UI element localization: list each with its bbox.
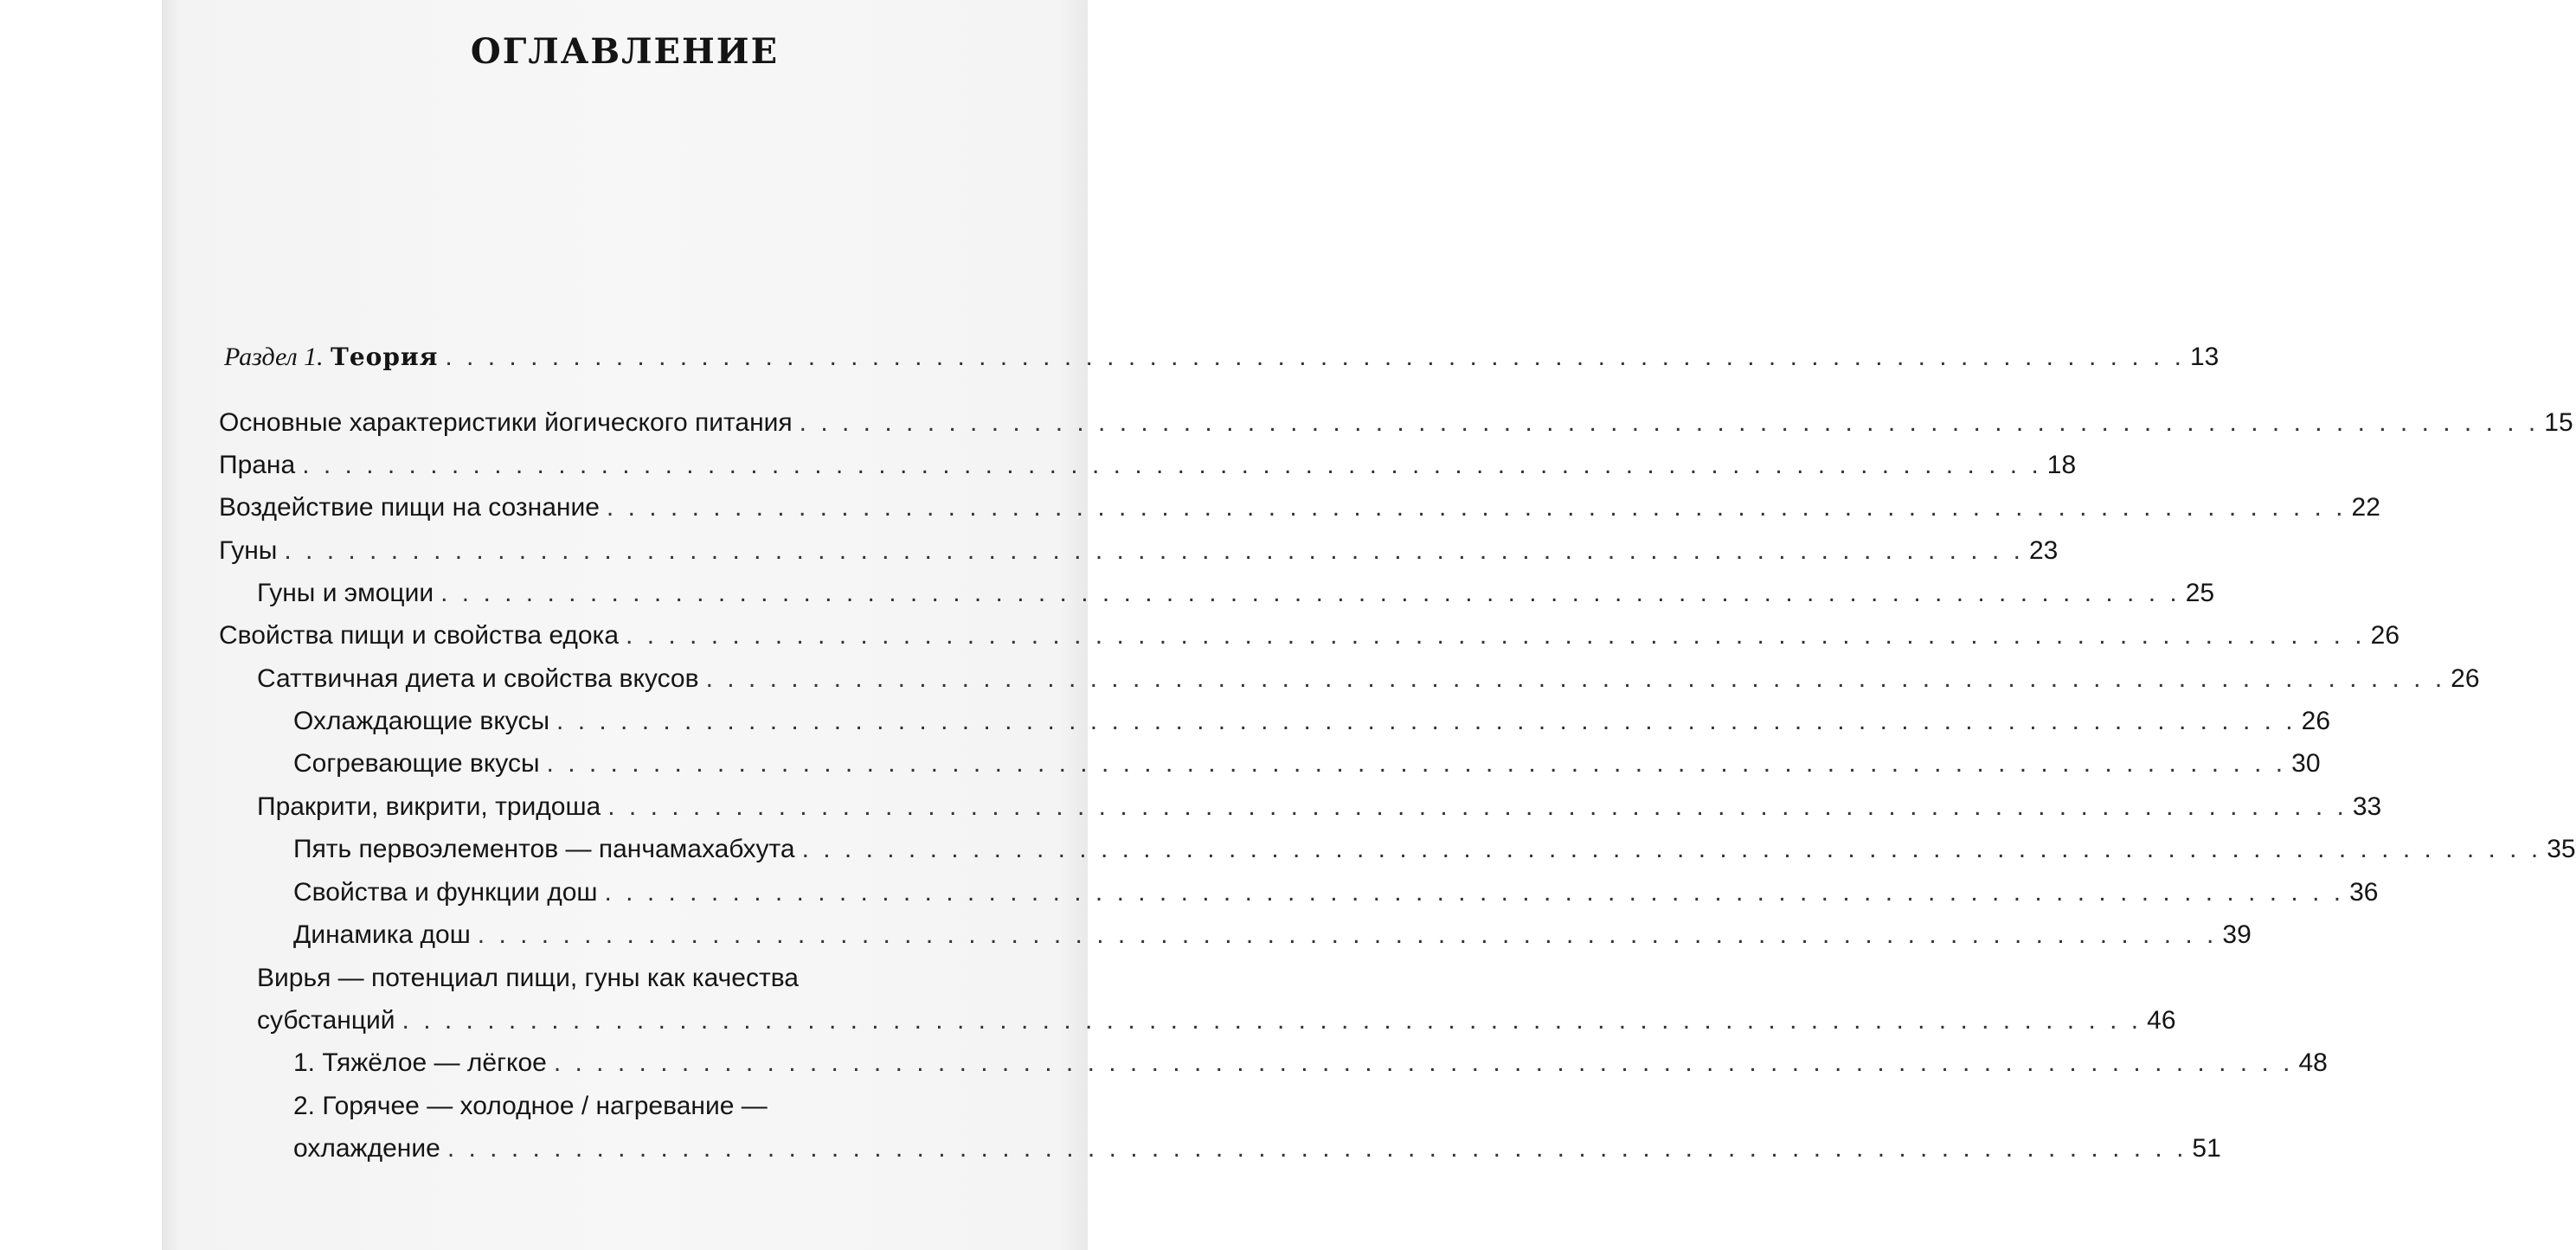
toc-leader-dots: . . . . . . . . . . . . . . . . . . . . . . . . . . . . . . . . . . . . . . . . . . . . . . . . . . . . . . . . . . . . . . . . . . . . . . . . . . . . . . . . . .: [626, 621, 2366, 650]
toc-page-number: 51: [2192, 1134, 2221, 1163]
toc-leader-dots: . . . . . . . . . . . . . . . . . . . . . . . . . . . . . . . . . . . . . . . . . . . . . . . . . . . . . . . . . . . . . . . . . . . . . . . . . . . . . . . . . .: [440, 579, 2181, 607]
toc-leader-dots: . . . . . . . . . . . . . . . . . . . . . . . . . . . . . . . . . . . . . . . . . . . . . . . . . . . . . . . . . . . . . . . . . . . . . . . . . . . . . . . . . .: [705, 664, 2446, 693]
toc-page-number: 26: [2370, 621, 2400, 650]
toc-leader-dots: . . . . . . . . . . . . . . . . . . . . . . . . . . . . . . . . . . . . . . . . . . . . . . . . . . . . . . . . . . . . . . . . . . . . . . . . . . . . . . . . . .: [607, 792, 2348, 821]
toc-entry[interactable]: [257, 792, 2382, 836]
toc-page-number: 35: [2547, 835, 2576, 863]
toc-page-number: 13: [2190, 343, 2219, 371]
toc-leader-dots: . . . . . . . . . . . . . . . . . . . . . . . . . . . . . . . . . . . . . . . . . . . . . . . . . . . . . . . . . . . . . . . . . . . . . . . . . . . . . . . . . .: [604, 878, 2345, 907]
toc-entry-label: Согревающие вкусы: [293, 749, 540, 778]
toc-entry[interactable]: [257, 664, 2480, 708]
toc-leader-dots: . . . . . . . . . . . . . . . . . . . . . . . . . . . . . . . . . . . . . . . . . . . . . . . . . . . . . . . . . . . . . . . . . . . . . . . . . . . . . . . . . .: [477, 920, 2218, 949]
toc-entry-label: Свойства и функции дош: [293, 878, 598, 907]
toc-entry-continuation: охлаждение: [293, 1134, 440, 1163]
toc-entry[interactable]: [293, 749, 2321, 792]
toc-leader-dots: . . . . . . . . . . . . . . . . . . . . . . . . . . . . . . . . . . . . . . . . . . . . . . . . . . . . . . . . . . . . . . . . . . . . . . . . . . . . . . . . . .: [445, 343, 2185, 371]
toc-page-number: 46: [2147, 1006, 2176, 1035]
toc-page-number: 25: [2185, 579, 2215, 607]
toc-page-number: 26: [2301, 707, 2331, 735]
toc-entry-label: Пять первоэлементов — панчамахабхута: [293, 835, 795, 863]
toc-leader-dots: . . . . . . . . . . . . . . . . . . . . . . . . . . . . . . . . . . . . . . . . . . . . . . . . . . . . . . . . . . . . . . . . . . . . . . . . . . . . . . . . . .: [799, 408, 2540, 437]
toc-leader-dots: . . . . . . . . . . . . . . . . . . . . . . . . . . . . . . . . . . . . . . . . . . . . . . . . . . . . . . . . . . . . . . . . . . . . . . . . . . . . . . . . . .: [284, 536, 2024, 565]
toc-section-label: [224, 343, 438, 372]
page-title: ОГЛАВЛЕНИЕ: [470, 31, 780, 72]
toc-entry-continuation: субстанций: [257, 1006, 395, 1035]
toc-page-number: 39: [2222, 920, 2252, 949]
toc-entry-label: 1. Тяжёлое — лёгкое: [293, 1048, 547, 1077]
toc-entry-first-line[interactable]: Вирья — потенциал пищи, гуны как качества: [257, 964, 799, 992]
toc-section-name: Теория: [331, 343, 439, 371]
toc-entry[interactable]: [293, 1134, 2221, 1177]
toc-leader-dots: . . . . . . . . . . . . . . . . . . . . . . . . . . . . . . . . . . . . . . . . . . . . . . . . . . . . . . . . . . . . . . . . . . . . . . . . . . . . . . . . . .: [302, 451, 2042, 479]
toc-entry[interactable]: [293, 920, 2252, 964]
toc-leader-dots: . . . . . . . . . . . . . . . . . . . . . . . . . . . . . . . . . . . . . . . . . . . . . . . . . . . . . . . . . . . . . . . . . . . . . . . . . . . . . . . . . .: [556, 707, 2297, 735]
toc-entry-label: Охлаждающие вкусы: [293, 707, 550, 735]
toc-leader-dots: . . . . . . . . . . . . . . . . . . . . . . . . . . . . . . . . . . . . . . . . . . . . . . . . . . . . . . . . . . . . . . . . . . . . . . . . . . . . . . . . . .: [553, 1048, 2294, 1077]
toc-entry-label: Гуны: [219, 536, 278, 565]
toc-entry-label: Основные характеристики йогического питания: [219, 408, 793, 437]
toc-section-prefix: Раздел 1.: [224, 343, 324, 371]
toc-page-number: 36: [2349, 878, 2379, 907]
toc-entry-label: Саттвичная диета и свойства вкусов: [257, 664, 699, 693]
toc-page-number: 23: [2028, 536, 2059, 565]
toc-entry[interactable]: [219, 493, 2380, 536]
toc-entry[interactable]: [219, 408, 2573, 452]
toc-page-number: 22: [2351, 493, 2380, 522]
toc-entry-label: Прана: [219, 451, 296, 479]
toc-leader-dots: . . . . . . . . . . . . . . . . . . . . . . . . . . . . . . . . . . . . . . . . . . . . . . . . . . . . . . . . . . . . . . . . . . . . . . . . . . . . . . . . . .: [801, 835, 2542, 863]
toc-page-number: 48: [2298, 1048, 2328, 1077]
book-page: [162, 0, 2576, 1250]
toc-entry[interactable]: [257, 579, 2215, 622]
toc-leader-dots: . . . . . . . . . . . . . . . . . . . . . . . . . . . . . . . . . . . . . . . . . . . . . . . . . . . . . . . . . . . . . . . . . . . . . . . . . . . . . . . . . .: [401, 1006, 2142, 1035]
toc-entry[interactable]: [257, 1006, 2176, 1049]
toc-page-number: 33: [2352, 792, 2382, 821]
toc-entry-label: Гуны и эмоции: [257, 579, 434, 607]
toc-page-number: 26: [2451, 664, 2480, 693]
toc-entry-label: Пракрити, викрити, тридоша: [257, 792, 601, 821]
toc-entry[interactable]: [219, 536, 2059, 580]
toc-entry[interactable]: [293, 835, 2576, 878]
toc-entry-first-line[interactable]: 2. Горячее — холодное / нагревание —: [293, 1092, 768, 1120]
toc-page-number: 15: [2544, 408, 2573, 437]
toc-page-number: 30: [2291, 749, 2321, 778]
toc-leader-dots: . . . . . . . . . . . . . . . . . . . . . . . . . . . . . . . . . . . . . . . . . . . . . . . . . . . . . . . . . . . . . . . . . . . . . . . . . . . . . . . . . .: [546, 749, 2287, 778]
toc-entry-label: Воздействие пищи на сознание: [219, 493, 600, 522]
toc-page-number: 18: [2046, 451, 2077, 479]
toc-leader-dots: . . . . . . . . . . . . . . . . . . . . . . . . . . . . . . . . . . . . . . . . . . . . . . . . . . . . . . . . . . . . . . . . . . . . . . . . . . . . . . . . . .: [446, 1134, 2187, 1163]
toc-entry[interactable]: [293, 707, 2331, 750]
toc-entry[interactable]: [293, 878, 2379, 921]
toc-entry[interactable]: [219, 451, 2077, 494]
toc-entry-label: Свойства пищи и свойства едока: [219, 621, 620, 650]
toc-entry[interactable]: [293, 1048, 2328, 1092]
toc-entry[interactable]: [219, 621, 2400, 664]
toc-section-1[interactable]: [224, 343, 2219, 386]
toc-leader-dots: . . . . . . . . . . . . . . . . . . . . . . . . . . . . . . . . . . . . . . . . . . . . . . . . . . . . . . . . . . . . . . . . . . . . . . . . . . . . . . . . . .: [606, 493, 2347, 522]
toc-entry-label: Динамика дош: [293, 920, 471, 949]
